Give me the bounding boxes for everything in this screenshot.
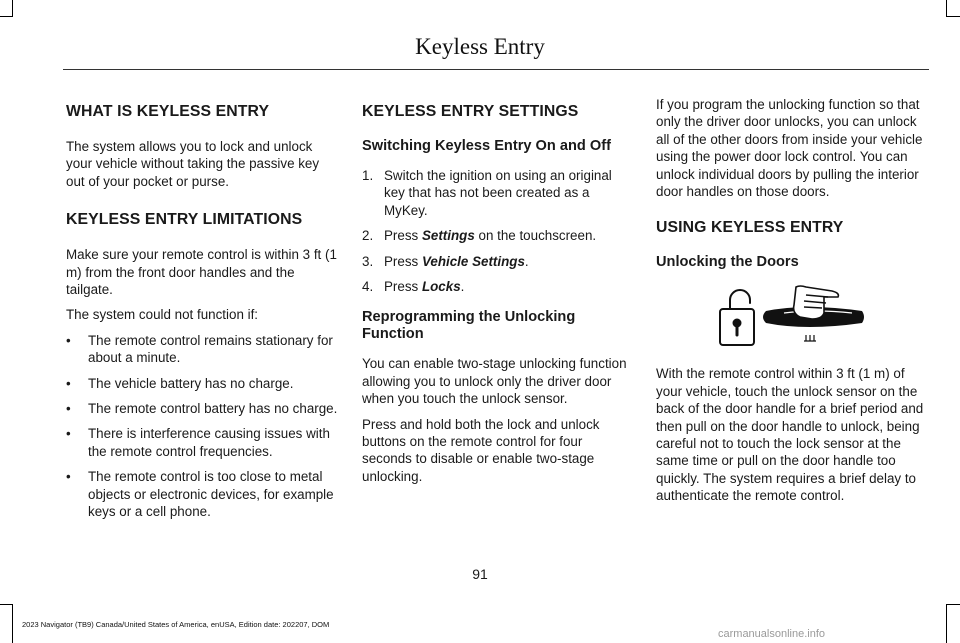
unlock-illustration (656, 283, 930, 351)
crop-mark-bottom-left-v (12, 604, 13, 643)
crop-mark-top-left-v (12, 0, 13, 16)
list-item: 4. Press Locks. (362, 279, 465, 295)
list-item: • The remote control battery has no charge. (66, 401, 338, 417)
list-item: 1. Switch the ignition on using an original key that has not been created as a MyKey. (362, 168, 612, 218)
list-item: 3. Press Vehicle Settings. (362, 253, 529, 269)
list-item: • There is interference causing issues with the remote control frequencies. (66, 426, 330, 459)
crop-mark-bottom-right-h (946, 604, 960, 605)
limitations-intro: The system could not function if: (66, 307, 259, 323)
list-item: • The remote control is too close to metal objects or electronic devices, for example keys or a cell phone. (66, 469, 334, 520)
list-item: 2. Press Settings on the touchscreen. (362, 228, 597, 244)
column-left (66, 96, 340, 529)
unlock-text: With the remote control within 3 ft (1 m) of your vehicle, touch the unlock sensor on the back of the door handle for a brief period and then pull on the door handle to unlock, being careful not to touch the lock sensor at the same time or pull on the door handle too quickly. The system requires a brief delay to authenticate the remote control. (656, 366, 924, 504)
bullet-mark: • (66, 401, 71, 417)
bullet-mark: • (66, 375, 71, 391)
switching-steps (362, 167, 634, 295)
watermark: carmanualsonline.info (718, 628, 826, 640)
column-right (656, 96, 930, 513)
locks-term: Locks (421, 279, 461, 295)
reprogramming-text-1: You can enable two-stage unlocking function allowing you to unlock only the driver door when you touch the unlock sensor. (362, 356, 627, 407)
what-is-heading: WHAT IS KEYLESS ENTRY (66, 103, 270, 120)
settings-term: Settings (421, 228, 475, 244)
limitations-text: Make sure your remote control is within 3 ft (1 m) from the front door handles and the tailgate. (66, 247, 337, 298)
using-heading: USING KEYLESS ENTRY (656, 219, 844, 237)
bullet-mark: • (66, 426, 71, 442)
bullet-mark: • (66, 332, 71, 348)
reprogramming-heading: Reprogramming the Unlocking Function (362, 309, 576, 343)
settings-heading: KEYLESS ENTRY SETTINGS (362, 103, 579, 120)
what-is-text: The system allows you to lock and unlock your vehicle without taking the passive key out of your pocket or purse. (66, 139, 320, 189)
vehicle-settings-term: Vehicle Settings (421, 253, 525, 269)
page-title: Keyless Entry (415, 34, 545, 59)
crop-mark-top-right-h (946, 16, 960, 17)
reprogramming-text-2: Press and hold both the lock and unlock buttons on the remote control for four seconds to disable or enable two-stage unlocking. (362, 416, 600, 484)
limitations-list (66, 332, 340, 521)
switching-heading: Switching Keyless Entry On and Off (362, 138, 611, 154)
unlock-sensor-icon (656, 283, 930, 351)
program-text: If you program the unlocking function so that only the driver door unlocks, you can unlock all of the other doors from inside your vehicle using the power door lock control. You can unlock individual doors by pulling the interior door handles on those doors. (656, 97, 923, 200)
limitations-heading: KEYLESS ENTRY LIMITATIONS (66, 211, 303, 229)
crop-mark-bottom-right-v (946, 604, 947, 643)
list-item: • The vehicle battery has no charge. (66, 375, 294, 391)
crop-mark-bottom-left-h (0, 604, 13, 605)
footer-edition: 2023 Navigator (TB9) Canada/United States of America, enUSA, Edition date: 202207, DOM (22, 620, 330, 629)
crop-mark-top-right-v (946, 0, 947, 16)
list-item: • The remote control remains stationary for about a minute. (66, 332, 333, 366)
column-middle (362, 96, 634, 493)
page-number: 91 (472, 566, 488, 582)
bullet-mark: • (66, 469, 71, 485)
crop-mark-top-left-h (0, 16, 13, 17)
header-divider (63, 69, 929, 70)
unlocking-heading: Unlocking the Doors (656, 254, 799, 271)
